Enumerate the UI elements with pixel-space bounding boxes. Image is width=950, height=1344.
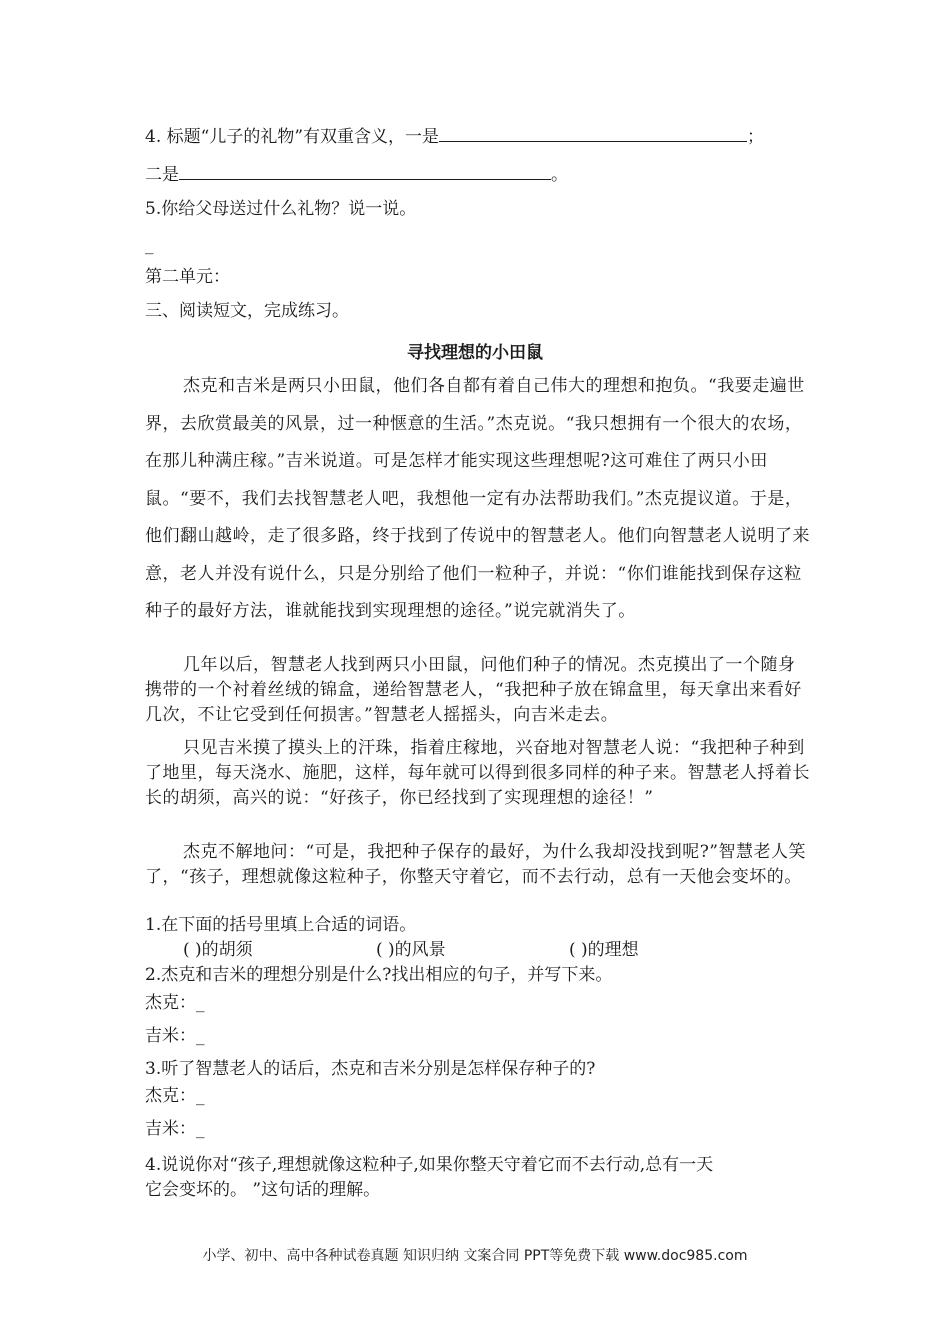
story-paragraph-1: 杰克和吉米是两只小田鼠，他们各自都有着自己伟大的理想和抱负。“我要走遍世界，去欣赏最美的风景，过一种惬意的生活。”杰克说。“我只想拥有一个很大的农场，在那儿种满庄稼。”吉米说道。可是怎样才能实现这些理想呢?这可难住了两只小田鼠。“要不，我们去找智慧老人吧，我想他一定有办法帮助我们。”杰克提议道。于是，他们翻山越岭，走了很多路，终于找到了传说中的智慧老人。他们向智慧老人说明了来意，老人并没有说什么，只是分别给了他们一粒种子，并说：“你们谁能找到保存这粒种子的最好方法，谁就能找到实现理想的途径。”说完就消失了。: [145, 376, 810, 621]
exercise-4-line-2: 它会变坏的。 ”这句话的理解。: [145, 1180, 381, 1200]
fill-item-scenery[interactable]: ( )的风景: [376, 940, 446, 960]
exercise-1-items: [183, 939, 639, 961]
unit-heading: 第二单元：: [145, 267, 230, 287]
section-heading: 三、阅读短文，完成练习。: [145, 301, 349, 321]
question-4-part2: 二是: [145, 165, 179, 185]
fill-item-beard[interactable]: ( )的胡须: [183, 940, 253, 960]
exercise-3-jimmy[interactable]: 吉米：_: [145, 1119, 205, 1139]
exercise-2: 2.杰克和吉米的理想分别是什么?找出相应的句子，并写下来。: [145, 965, 613, 985]
exercise-2-jimmy[interactable]: 吉米：_: [145, 1026, 205, 1046]
question-4-end2: 。: [551, 165, 568, 185]
exercise-3: 3.听了智慧老人的话后，杰克和吉米分别是怎样保存种子的?: [145, 1059, 596, 1079]
question-4-line-1: [145, 126, 764, 148]
question-4-line-2: [145, 164, 568, 186]
answer-blank-2[interactable]: [179, 164, 551, 180]
question-4-text: 4. 标题“儿子的礼物”有双重含义，一是: [145, 127, 440, 147]
story-title: 寻找理想的小田鼠: [407, 343, 543, 363]
question-4-end: ；: [747, 127, 765, 147]
exercise-3-jack[interactable]: 杰克：_: [145, 1086, 205, 1106]
story-paragraph-2: 几年以后，智慧老人找到两只小田鼠，问他们种子的情况。杰克摸出了一个随身携带的一个衬着丝绒的锦盒，递给智慧老人，“我把种子放在锦盒里，每天拿出来看好几次，不让它受到任何损害。”智慧老人摇摇头，向吉米走去。: [145, 655, 802, 725]
story-paragraph-4: 杰克不解地问：“可是，我把种子保存的最好，为什么我却没找到呢?”智慧老人笑了，“孩子，理想就像这粒种子，你整天守着它，而不去行动，总有一天他会变坏的。: [145, 842, 806, 887]
answer-blank-1[interactable]: [439, 126, 747, 142]
question-5-answer[interactable]: _: [145, 235, 154, 255]
story-paragraph-3: 只见吉米摸了摸头上的汗珠，指着庄稼地，兴奋地对智慧老人说：“我把种子种到了地里，每天浇水、施肥，这样，每年就可以得到很多同样的种子来。智慧老人捋着长长的胡须，高兴的说：“好孩子，你已经找到了实现理想的途径！”: [145, 738, 810, 808]
exercise-4-line-1: 4.说说你对“孩子,理想就像这粒种子,如果你整天守着它而不去行动,总有一天: [145, 1155, 714, 1175]
fill-item-ideal[interactable]: ( )的理想: [569, 940, 639, 960]
page-footer: 小学、初中、高中各种试卷真题 知识归纳 文案合同 PPT等免费下载 www.doc985.com: [202, 1248, 748, 1264]
exercise-1: 1.在下面的括号里填上合适的词语。: [145, 915, 417, 935]
exercise-2-jack[interactable]: 杰克：_: [145, 993, 205, 1013]
question-5: 5.你给父母送过什么礼物？说一说。: [145, 199, 417, 219]
